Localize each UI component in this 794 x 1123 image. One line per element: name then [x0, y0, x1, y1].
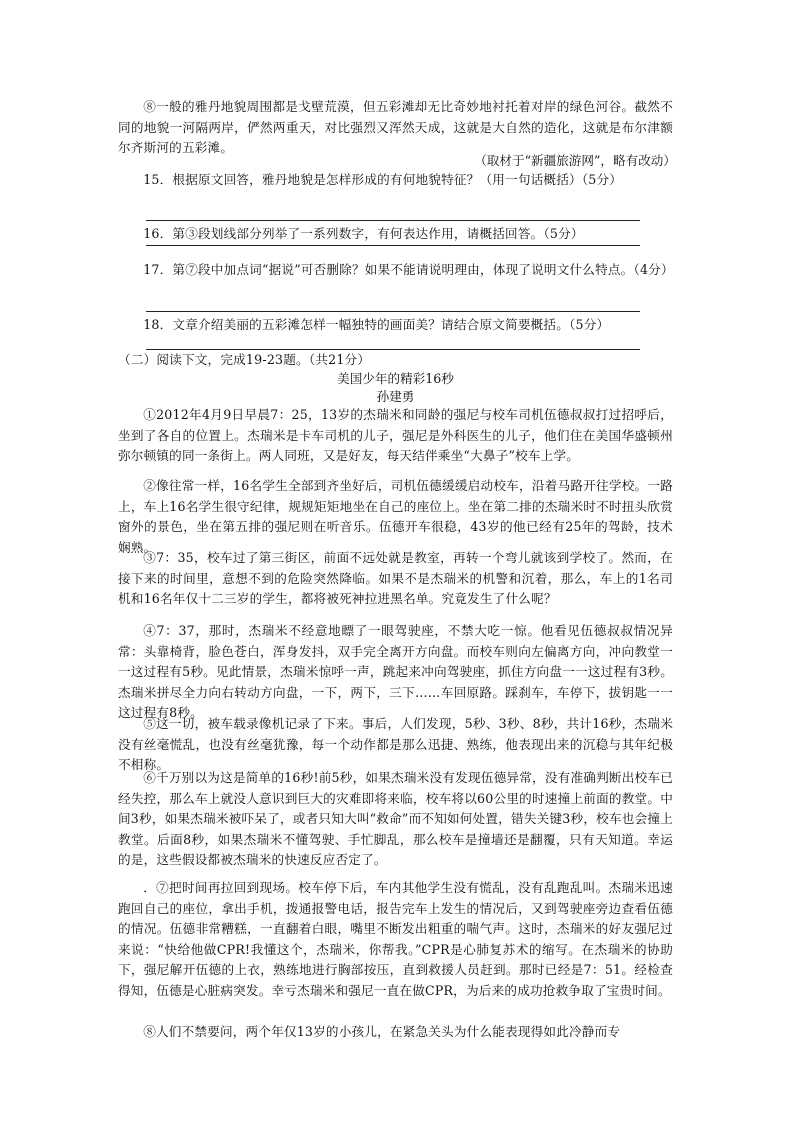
question-17: 17．第⑦段中加点词“据说”可否删除？如果不能请说明理由，体现了说明文什么特点。（4分）	[143, 262, 674, 277]
question-15: 15．根据原文回答，雅丹地貌是怎样形成的有何地貌特征？（用一句话概括）（5分）	[143, 172, 623, 187]
section-2-heading: （二）阅读下文，完成19-23题。（共21分）	[118, 352, 371, 367]
question-16: 16．第③段划线部分列举了一系列数字，有何表达作用，请概括回答。（5分）	[143, 226, 584, 241]
article-paragraph-8: ⑧人们不禁要问，两个年仅13岁的小孩儿，在紧急关头为什么能表现得如此冷静而专	[143, 1024, 621, 1039]
source-note: （取材于“新疆旅游网”，略有改动）	[474, 153, 676, 168]
answer-line-16	[146, 245, 640, 246]
article-author: 孙建勇	[376, 389, 415, 404]
article-paragraph-3: ③7：35，校车过了第三街区，前面不远处就是教室，再转一个弯儿就该到学校了。然而，在接下来的时间里，意想不到的危险突然降临。如果不是杰瑞米的机警和沉着，那么，车上的1名司机和16名年仅十二三岁的学生，都将被死神拉进黑名单。究竟发生了什么呢？	[118, 550, 673, 606]
article-paragraph-6: ⑥千万别以为这是简单的16秒!前5秒，如果杰瑞米没有发现伍德异常，没有准确判断出校车已经失控，那么车上就没人意识到巨大的灾难即将来临，校车将以60公里的时速撞上前面的教堂。中间3秒，如果杰瑞米被吓呆了，或者只知大叫“救命”而不知如何处置，错失关键3秒，校车也会撞上教堂。后面8秒，如果杰瑞米不懂驾驶、手忙脚乱，那么校车是撞墙还是翻覆，只有天知道。幸运的是，这些假设都被杰瑞米的快速反应否定了。	[118, 770, 673, 867]
article-paragraph-4: ④7：37，那时，杰瑞米不经意地瞟了一眼驾驶座，不禁大吃一惊。他看见伍德叔叔情况异常：头靠椅背，脸色苍白，浑身发抖，双手完全离开方向盘。而校车则向左偏离方向，冲向教堂一一这过程有5秒。见此情景，杰瑞米惊呼一声，跳起来冲向驾驶座，抓住方向盘一一这过程有3秒。杰瑞米拼尽全力向右转动方向盘，一下，两下，三下……车回原路。踩刹车，车停下，拔钥匙一一这过程有8秒。	[118, 623, 673, 720]
article-title: 美国少年的精彩16秒	[337, 371, 454, 386]
article-paragraph-2: ②像往常一样，16名学生全部到齐坐好后，司机伍德缓缓启动校车，沿着马路开往学校。一路上，车上16名学生很守纪律，规规矩矩地坐在自己的座位上。坐在第二排的杰瑞米时不时扭头欣赏窗外的景色，坐在第五排的强尼则在听音乐。伍德开车很稳，43岁的他已经有25年的驾龄，技术娴熟。	[118, 478, 673, 555]
paragraph-8-top: ⑧一般的雅丹地貌周围都是戈壁荒漠，但五彩滩却无比奇妙地衬托着对岸的绿色河谷。截然不同的地貌一河隔两岸，俨然两重天，对比强烈又浑然天成，这就是大自然的造化，这就是布尔津额尔齐斯河的五彩滩。	[118, 99, 673, 155]
question-18: 18．文章介绍美丽的五彩滩怎样一幅独特的画面美？请结合原文简要概括。（5分）	[143, 317, 610, 332]
answer-line-15	[146, 220, 640, 221]
article-paragraph-7: ．⑦把时间再拉回到现场。校车停下后，车内其他学生没有慌乱，没有乱跑乱叫。杰瑞米迅速跑回自己的座位，拿出手机，拨通报警电话，报告完车上发生的情况后，又到驾驶座旁边查看伍德的情况。伍德非常糟糕，一直翻着白眼，嘴里不断发出粗重的喘气声。这时，杰瑞米的好友强尼过来说：“快给他做CPR!我懂这个，杰瑞米，你帮我。”CPR是心肺复苏术的缩写。在杰瑞米的协助下，强尼解开伍德的上衣，熟练地进行胸部按压，直到救援人员赶到。那时已经是7：51。经检查得知，伍德是心脏病突发。幸亏杰瑞米和强尼一直在做CPR，为后来的成功抢救争取了宝贵时间。	[118, 880, 673, 998]
answer-line-17	[146, 311, 640, 312]
article-paragraph-1: ①2012年4月9日早晨7：25，13岁的杰瑞米和同龄的强尼与校车司机伍德叔叔打过招呼后，坐到了各自的位置上。杰瑞米是卡车司机的儿子，强尼是外科医生的儿子，他们住在美国华盛顿州弥尔顿镇的同一条街上。两人同班，又是好友，每天结伴乘坐“大鼻子”校车上学。	[118, 407, 673, 463]
article-paragraph-5: ⑤这一切，被车载录像机记录了下来。事后，人们发现，5秒、3秒、8秒，共计16秒，杰瑞米没有丝毫慌乱，也没有丝毫犹豫，每一个动作都是那么迅捷、熟练，他表现出来的沉稳与其年纪极不相称。	[118, 716, 673, 772]
